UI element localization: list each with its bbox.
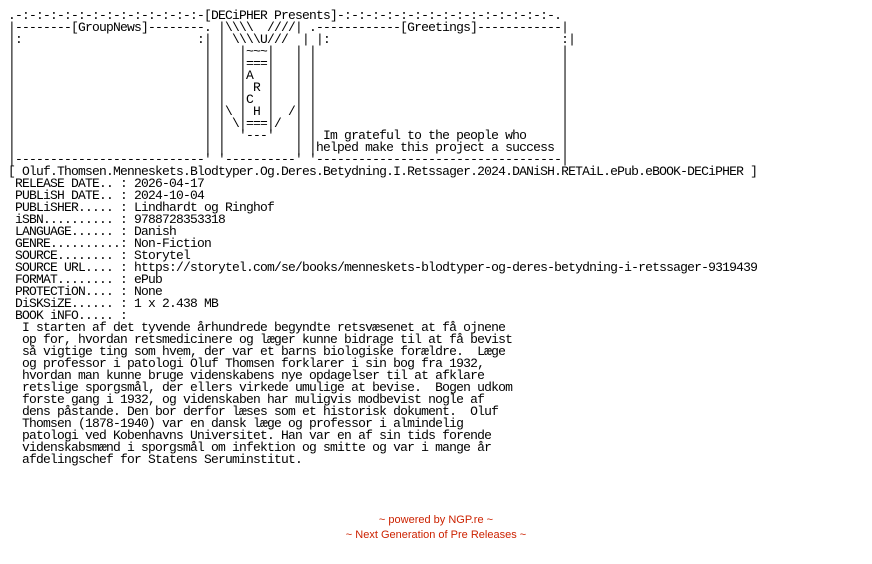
field-value: Danish	[134, 224, 177, 239]
footer-powered-by	[0, 513, 872, 527]
field-label: PROTECTiON.... :	[8, 284, 135, 299]
source-url-text: https://storytel.com/se/books/menneskets-blodtyper-og-deres-betydning-i-retssager-9319439	[134, 260, 758, 275]
field-label: LANGUAGE...... :	[8, 224, 135, 239]
footer-tagline	[0, 528, 872, 542]
nfo-document	[8, 10, 757, 466]
header-art-line: .-:-:-:-:-:-:-:-:-:-:-:-:-:-[DECiPHER Presents]-:-:-:-:-:-:-:-:-:-:-:-:-:-:-:-.	[8, 8, 562, 23]
field-value: None	[134, 284, 163, 299]
field-label: FORMAT........ :	[8, 272, 135, 287]
header-art-line: | | |\ | H | /| | |	[8, 104, 569, 119]
header-art-line: |: :| | \\\\U/// | |: :|	[8, 32, 576, 47]
field-label: DiSKSiZE...... :	[8, 296, 135, 311]
field-value: Lindhardt og Ringhof	[134, 200, 275, 215]
book-info-line: dens påstande. Den bor derfor læses som et historisk dokument. Oluf	[8, 404, 499, 419]
header-art-line: | | | \|===|/ | | |	[8, 116, 569, 131]
field-value: Non-Fiction	[134, 236, 212, 251]
field-value: Storytel	[134, 248, 191, 263]
field-label: GENRE..........:	[8, 236, 135, 251]
field-label: PUBLiSH DATE.. :	[8, 188, 135, 203]
field-label: PUBLiSHER..... :	[8, 200, 135, 215]
field-value: 1 x 2.438 MB	[134, 296, 219, 311]
header-art-line: | | | '---' | | Im grateful to the people who |	[8, 128, 569, 143]
book-info-line: så vigtige ting som hvem, der var et barns biologiske forældre. Læge	[8, 344, 506, 359]
book-info-line: afdelingschef for Statens Seruminstitut.	[8, 452, 303, 467]
book-info-line: videnskabsmænd i sporgsmål om infektion og smitte og var i mange år	[8, 440, 492, 455]
footer-powered-text: ~ powered by NGP.re ~	[378, 514, 494, 526]
header-art-line: |--------[GroupNews]--------. |\\\\ ////| .------------[Greetings]------------|	[8, 20, 569, 35]
header-art-line: | | | | R | | | |	[8, 80, 569, 95]
header-art-line: |---------------------------' '----------' '-----------------------------------|	[8, 152, 569, 167]
field-value: 9788728353318	[134, 212, 226, 227]
field-value: ePub	[134, 272, 163, 287]
book-info-line: I starten af det tyvende århundrede begyndte retsvæsenet at få ojnene	[8, 320, 506, 335]
field-label: SOURCE URL.... :	[8, 260, 135, 275]
book-info-line: forste gang i 1932, og videnskaben har muligvis modbevist nogle af	[8, 392, 485, 407]
book-info-line: Thomsen (1878-1940) var en dansk læge og professor i almindelig	[8, 416, 464, 431]
field-label: BOOK iNFO..... :	[8, 308, 135, 323]
field-label: RELEASE DATE.. :	[8, 176, 135, 191]
field-label: SOURCE........ :	[8, 248, 135, 263]
header-art-line: | | | | |helped make this project a success |	[8, 140, 569, 155]
footer-tagline-text: ~ Next Generation of Pre Releases ~	[345, 529, 527, 541]
header-art-line: | | | |~~~| | | |	[8, 44, 569, 59]
field-value: 2024-10-04	[134, 188, 205, 203]
header-art-line: | | | |===| | | |	[8, 56, 569, 71]
book-info-line: hvordan man kunne bruge videnskabens nye opdagelser til at afklare	[8, 368, 485, 383]
book-info-line: patologi ved Kobenhavns Universitet. Han var en af sin tids forende	[8, 428, 492, 443]
field-label: iSBN.......... :	[8, 212, 135, 227]
field-value: 2026-04-17	[134, 176, 205, 191]
release-title: [ Oluf.Thomsen.Menneskets.Blodtyper.Og.Deres.Betydning.I.Retssager.2024.DANiSH.RETAiL.ePub.eBOOK-DECiPHER ]	[8, 164, 758, 179]
book-info-line: retslige sporgsmål, der ellers virkede umulige at bevise. Bogen udkom	[8, 380, 513, 395]
header-art-line: | | | |A | | | |	[8, 68, 569, 83]
book-info-line: op for, hvordan retsmedicinere og læger kunne bidrage til at få bevist	[8, 332, 513, 347]
book-info-line: og professor i patologi Oluf Thomsen forklarer i sin bog fra 1932,	[8, 356, 485, 371]
header-art-line: | | | |C | | | |	[8, 92, 569, 107]
